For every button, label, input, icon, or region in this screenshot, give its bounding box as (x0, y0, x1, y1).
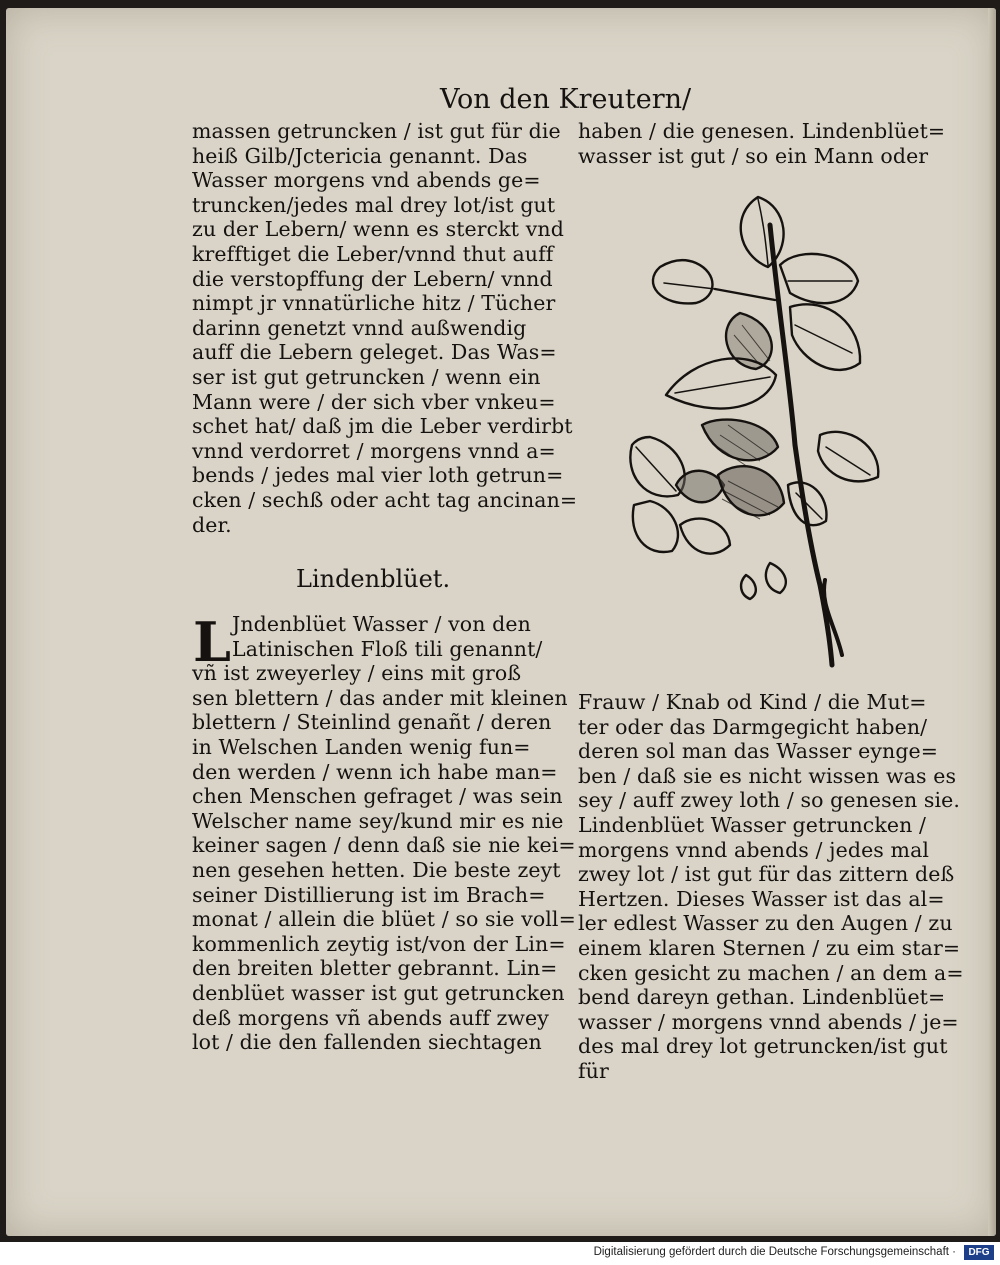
text-line: nen gesehen hetten. Die beste zeyt (192, 857, 561, 882)
text-line: Frauw / Knab od Kind / die Mut= (578, 690, 927, 714)
dfg-logo: DFG (964, 1245, 994, 1260)
text-line: nimpt jr vnnatürliche hitz / Tücher (192, 291, 556, 316)
text-line: chen Menschen gefraget / was sein (192, 784, 563, 809)
text-line: truncken/jedes mal drey lot/ist gut (192, 192, 556, 217)
text-line: cken / sechß oder acht tag ancinan= (192, 487, 578, 512)
footer-credit: Digitalisierung gefördert durch die Deutsche Forschungsgemeinschaft · (593, 1246, 956, 1258)
text-line: monat / allein die blüet / so sie voll= (192, 907, 576, 932)
text-line: die verstopffung der Lebern/ vnnd (192, 266, 553, 291)
text-line: ter oder das Darmgegicht haben/ (578, 714, 928, 739)
text-line: Mann were / der sich vber vnkeu= (192, 389, 556, 414)
text-line: wasser ist gut / so ein Mann oder (578, 143, 929, 168)
text-line: sen blettern / das ander mit kleinen (192, 685, 568, 710)
text-line: denblüet wasser ist gut getruncken (192, 980, 565, 1005)
text-line: deß morgens vñ abends auff zwey (192, 1005, 549, 1030)
text-line: Welscher name sey/kund mir es nie (192, 808, 564, 833)
text-line: deren sol man das Wasser eynge= (578, 739, 939, 764)
text-line: bends / jedes mal vier loth getrun= (192, 463, 564, 488)
text-line: morgens vnnd abends / jedes mal (578, 837, 930, 862)
text-line: ler edlest Wasser zu den Augen / zu (578, 911, 953, 936)
left-column-top (192, 119, 578, 537)
text-line: cken gesicht zu machen / an dem a= (578, 960, 964, 985)
text-line: kommenlich zeytig ist/von der Lin= (192, 931, 566, 956)
text-line: seiner Distillierung ist im Brach= (192, 882, 546, 907)
dropcap: L (193, 610, 231, 674)
text-line: zu der Lebern/ wenn es sterckt vnd (192, 217, 564, 242)
footer-bar (0, 1242, 1000, 1265)
text-line: für (578, 1058, 609, 1083)
text-line: den breiten bletter gebrannt. Lin= (192, 956, 558, 981)
left-column-bottom (192, 612, 576, 1055)
text-line: wasser / morgens vnnd abends / je= (578, 1009, 959, 1034)
text-line: bend dareyn gethan. Lindenblüet= (578, 985, 946, 1010)
text-line: haben / die genesen. Lindenblüet= (578, 119, 946, 143)
right-column-top (578, 119, 946, 168)
text-line: einem klaren Sternen / zu eim star= (578, 935, 961, 960)
text-line: ser ist gut getruncken / wenn ein (192, 364, 541, 389)
text-line: Hertzen. Dieses Wasser ist das al= (578, 886, 945, 911)
text-line: sey / auff zwey loth / so genesen sie. (578, 788, 961, 813)
text-line: in Welschen Landen wenig fun= (192, 734, 531, 759)
text-line: ben / daß sie es nicht wissen was es (578, 763, 957, 788)
text-line: Wasser morgens vnd abends ge= (192, 168, 541, 193)
text-line: lot / die den fallenden siechtagen (192, 1030, 542, 1055)
linden-plant-woodcut-icon (620, 185, 885, 670)
text-line: den werden / wenn ich habe man= (192, 759, 558, 784)
text-line: Jndenblüet Wasser / von den (232, 612, 531, 636)
text-line: auff die Lebern geleget. Das Was= (192, 340, 557, 365)
text-line: blettern / Steinlind genañt / deren (192, 710, 552, 735)
text-line: vnnd verdorret / morgens vnnd a= (192, 438, 556, 463)
text-line: darinn genetzt vnnd außwendig (192, 315, 527, 340)
text-line: des mal drey lot getruncken/ist gut (578, 1034, 948, 1059)
text-line: heiß Gilb/Jctericia genannt. Das (192, 143, 528, 168)
page-edge (988, 8, 996, 1236)
text-line: zwey lot / ist gut für das zittern deß (578, 862, 955, 887)
text-line: vñ ist zweyerley / eins mit groß (192, 661, 522, 686)
text-line: Lindenblüet Wasser getruncken / (578, 812, 927, 837)
text-line: der. (192, 512, 232, 537)
text-line: krefftiget die Leber/vnnd thut auff (192, 241, 554, 266)
running-header: Von den Kreutern/ (440, 84, 692, 115)
section-heading: Lindenblüet. (296, 565, 451, 593)
text-line: Latinischen Floß tili genannt/ (232, 636, 543, 661)
text-line: schet hat/ daß jm die Leber verdirbt (192, 414, 573, 439)
text-line: massen getruncken / ist gut für die (192, 119, 561, 143)
right-column-bottom (578, 690, 964, 1084)
text-line: keiner sagen / denn daß sie nie kei= (192, 833, 576, 858)
